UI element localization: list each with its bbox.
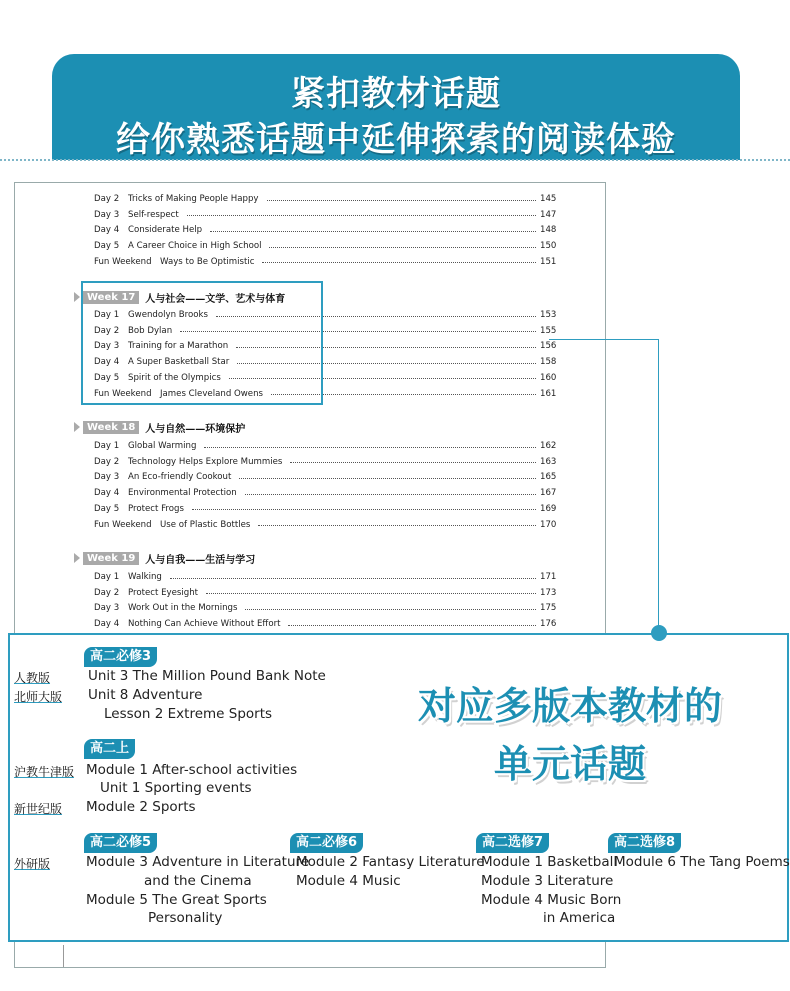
week-heading bbox=[74, 549, 255, 567]
toc-title: Nothing Can Achieve Without Effort bbox=[128, 619, 281, 630]
connector-dot bbox=[651, 625, 667, 641]
toc-title: Environmental Protection bbox=[128, 488, 237, 499]
header-banner bbox=[52, 54, 740, 160]
module-text: Module 5 The Great Sports bbox=[86, 892, 267, 908]
toc-leader bbox=[245, 494, 536, 495]
toc-row bbox=[94, 486, 556, 500]
toc-day: Fun Weekend bbox=[94, 388, 152, 399]
toc-title: Technology Helps Explore Mummies bbox=[128, 456, 283, 467]
toc-row bbox=[94, 518, 556, 532]
toc-page-number: 147 bbox=[540, 209, 557, 220]
toc-page-number: 162 bbox=[540, 441, 557, 451]
toc-row bbox=[94, 192, 556, 206]
toc-title: An Eco-friendly Cookout bbox=[128, 472, 232, 483]
toc-row bbox=[94, 502, 556, 516]
edition-waiyan: 外研版 bbox=[14, 857, 51, 871]
toc-page-number: 176 bbox=[540, 619, 557, 630]
banner-title: 紧扣教材话题 bbox=[291, 74, 501, 114]
toc-page-number: 165 bbox=[540, 472, 557, 483]
lesson-text: Lesson 2 Extreme Sports bbox=[104, 706, 273, 722]
toc-page-number: 163 bbox=[540, 456, 557, 467]
toc-row bbox=[94, 601, 556, 615]
grade-pill: 高二必修5 bbox=[84, 833, 157, 853]
module-text: Module 2 Sports bbox=[86, 799, 196, 815]
module-text: in America bbox=[543, 910, 616, 926]
toc-page-number: 150 bbox=[540, 241, 557, 252]
triangle-icon bbox=[74, 553, 80, 563]
week-tag: Week 19 bbox=[83, 552, 139, 565]
toc-day: Day 5 bbox=[94, 503, 120, 514]
toc-title: Use of Plastic Bottles bbox=[160, 519, 251, 530]
toc-row bbox=[94, 586, 556, 600]
week-tag: Week 17 bbox=[83, 291, 139, 304]
toc-row bbox=[94, 239, 556, 253]
toc-day: Fun Weekend bbox=[94, 256, 152, 267]
toc-leader bbox=[290, 462, 536, 463]
toc-title: Gwendolyn Brooks bbox=[128, 310, 208, 320]
toc-day: Day 2 bbox=[94, 587, 120, 598]
toc-title: Global Warming bbox=[128, 441, 197, 451]
module-text: Module 4 Music bbox=[296, 873, 401, 889]
toc-page-number: 173 bbox=[540, 587, 557, 598]
toc-title: Bob Dylan bbox=[128, 325, 173, 336]
toc-title: Protect Frogs bbox=[128, 503, 184, 514]
toc-title: Considerate Help bbox=[128, 225, 203, 236]
page-margin-line bbox=[63, 945, 64, 967]
toc-day: Day 5 bbox=[94, 241, 120, 252]
toc-leader bbox=[245, 609, 536, 610]
toc-day: Day 3 bbox=[94, 603, 120, 614]
toc-row bbox=[94, 470, 556, 484]
edition-xinshiji: 新世纪版 bbox=[14, 802, 63, 816]
toc-day: Day 2 bbox=[94, 325, 120, 336]
toc-leader bbox=[269, 247, 536, 248]
toc-leader bbox=[258, 525, 536, 526]
toc-title: Spirit of the Olympics bbox=[128, 372, 221, 383]
week-topic: 人与自我——生活与学习 bbox=[145, 554, 256, 566]
toc-row bbox=[94, 255, 556, 269]
toc-day: Day 1 bbox=[94, 441, 120, 451]
toc-page-number: 171 bbox=[540, 572, 557, 582]
toc-day: Day 2 bbox=[94, 194, 120, 204]
toc-page-number: 158 bbox=[540, 357, 557, 368]
toc-page-number: 156 bbox=[540, 341, 557, 352]
toc-page-number: 148 bbox=[540, 225, 557, 236]
toc-page-number: 155 bbox=[540, 325, 557, 336]
week-tag: Week 18 bbox=[83, 421, 139, 434]
toc-leader bbox=[288, 625, 536, 626]
module-text: Module 2 Fantasy Literature bbox=[296, 854, 485, 870]
toc-leader bbox=[204, 447, 536, 448]
toc-row bbox=[94, 223, 556, 237]
toc-page-number: 169 bbox=[540, 503, 557, 514]
panel-headline: 对应多版本教材的 bbox=[417, 684, 722, 728]
toc-day: Day 4 bbox=[94, 619, 120, 630]
toc-page-number: 161 bbox=[540, 388, 557, 399]
toc-leader bbox=[239, 478, 536, 479]
edition-beishida: 北师大版 bbox=[14, 690, 63, 704]
toc-page-number: 145 bbox=[540, 194, 557, 204]
unit-text: Unit 8 Adventure bbox=[88, 687, 203, 703]
edition-hujiao: 沪教牛津版 bbox=[14, 765, 75, 779]
module-text: Module 4 Music Born bbox=[481, 892, 622, 908]
toc-leader bbox=[192, 509, 536, 510]
toc-row bbox=[94, 617, 556, 631]
unit-text: Unit 1 Sporting events bbox=[100, 780, 252, 796]
edition-renjiao: 人教版 bbox=[14, 671, 51, 685]
week-topic: 人与社会——文学、艺术与体育 bbox=[145, 293, 286, 305]
week-topic: 人与自然——环境保护 bbox=[145, 423, 246, 435]
toc-title: Work Out in the Mornings bbox=[128, 603, 238, 614]
module-text: Module 6 The Tang Poems bbox=[614, 854, 790, 870]
toc-leader bbox=[187, 215, 536, 216]
connector-line-vertical bbox=[658, 339, 659, 631]
toc-row bbox=[94, 208, 556, 222]
toc-day: Fun Weekend bbox=[94, 519, 152, 530]
toc-page-number: 153 bbox=[540, 310, 557, 320]
grade-pill: 高二必修6 bbox=[290, 833, 363, 853]
module-text: Module 3 Adventure in Literature bbox=[86, 854, 310, 870]
toc-leader bbox=[206, 593, 536, 594]
toc-day: Day 3 bbox=[94, 209, 120, 220]
module-text: Personality bbox=[148, 910, 223, 926]
connector-line bbox=[549, 339, 659, 340]
banner-subtitle: 给你熟悉话题中延伸探索的阅读体验 bbox=[116, 120, 676, 160]
week17-highlight-box bbox=[81, 281, 323, 405]
module-text: Module 1 After-school activities bbox=[86, 762, 298, 778]
toc-day: Day 3 bbox=[94, 472, 120, 483]
toc-day: Day 2 bbox=[94, 456, 120, 467]
toc-day: Day 4 bbox=[94, 357, 120, 368]
module-text: Module 3 Literature bbox=[481, 873, 614, 889]
grade-pill: 高二选修7 bbox=[476, 833, 549, 853]
toc-title: James Cleveland Owens bbox=[160, 388, 264, 399]
module-text: and the Cinema bbox=[144, 873, 252, 889]
toc-leader bbox=[170, 578, 536, 579]
toc-day: Day 1 bbox=[94, 310, 120, 320]
toc-row bbox=[94, 455, 556, 469]
toc-page-number: 167 bbox=[540, 488, 557, 499]
toc-title: A Super Basketball Star bbox=[128, 357, 230, 368]
toc-title: Walking bbox=[128, 572, 162, 582]
toc-title: Protect Eyesight bbox=[128, 587, 199, 598]
panel-headline-2: 单元话题 bbox=[493, 742, 646, 786]
toc-row bbox=[94, 439, 556, 453]
grade-pill: 高二必修3 bbox=[84, 647, 157, 667]
toc-page-number: 170 bbox=[540, 519, 557, 530]
toc-day: Day 4 bbox=[94, 225, 120, 236]
toc-day: Day 1 bbox=[94, 572, 120, 582]
toc-day: Day 4 bbox=[94, 488, 120, 499]
toc-title: Tricks of Making People Happy bbox=[128, 194, 259, 204]
toc-leader bbox=[262, 262, 536, 263]
dotted-divider bbox=[0, 159, 790, 161]
toc-page-number: 160 bbox=[540, 372, 557, 383]
toc-title: Training for a Marathon bbox=[128, 341, 229, 352]
unit-text: Unit 3 The Million Pound Bank Note bbox=[88, 668, 326, 684]
triangle-icon bbox=[74, 422, 80, 432]
toc-day: Day 3 bbox=[94, 341, 120, 352]
textbook-mapping-panel bbox=[8, 633, 789, 942]
toc-leader bbox=[267, 200, 536, 201]
week-heading bbox=[74, 418, 245, 436]
toc-title: Ways to Be Optimistic bbox=[160, 256, 255, 267]
toc-title: A Career Choice in High School bbox=[128, 241, 262, 252]
grade-pill: 高二选修8 bbox=[608, 833, 681, 853]
toc-title: Self-respect bbox=[128, 209, 179, 220]
toc-day: Day 5 bbox=[94, 372, 120, 383]
toc-row bbox=[94, 570, 556, 584]
toc-page-number: 175 bbox=[540, 603, 557, 614]
triangle-icon bbox=[74, 292, 80, 302]
toc-leader bbox=[210, 231, 536, 232]
grade-pill: 高二上 bbox=[84, 739, 135, 759]
toc-page-number: 151 bbox=[540, 256, 557, 267]
module-text: Module 1 Basketball bbox=[481, 854, 618, 870]
